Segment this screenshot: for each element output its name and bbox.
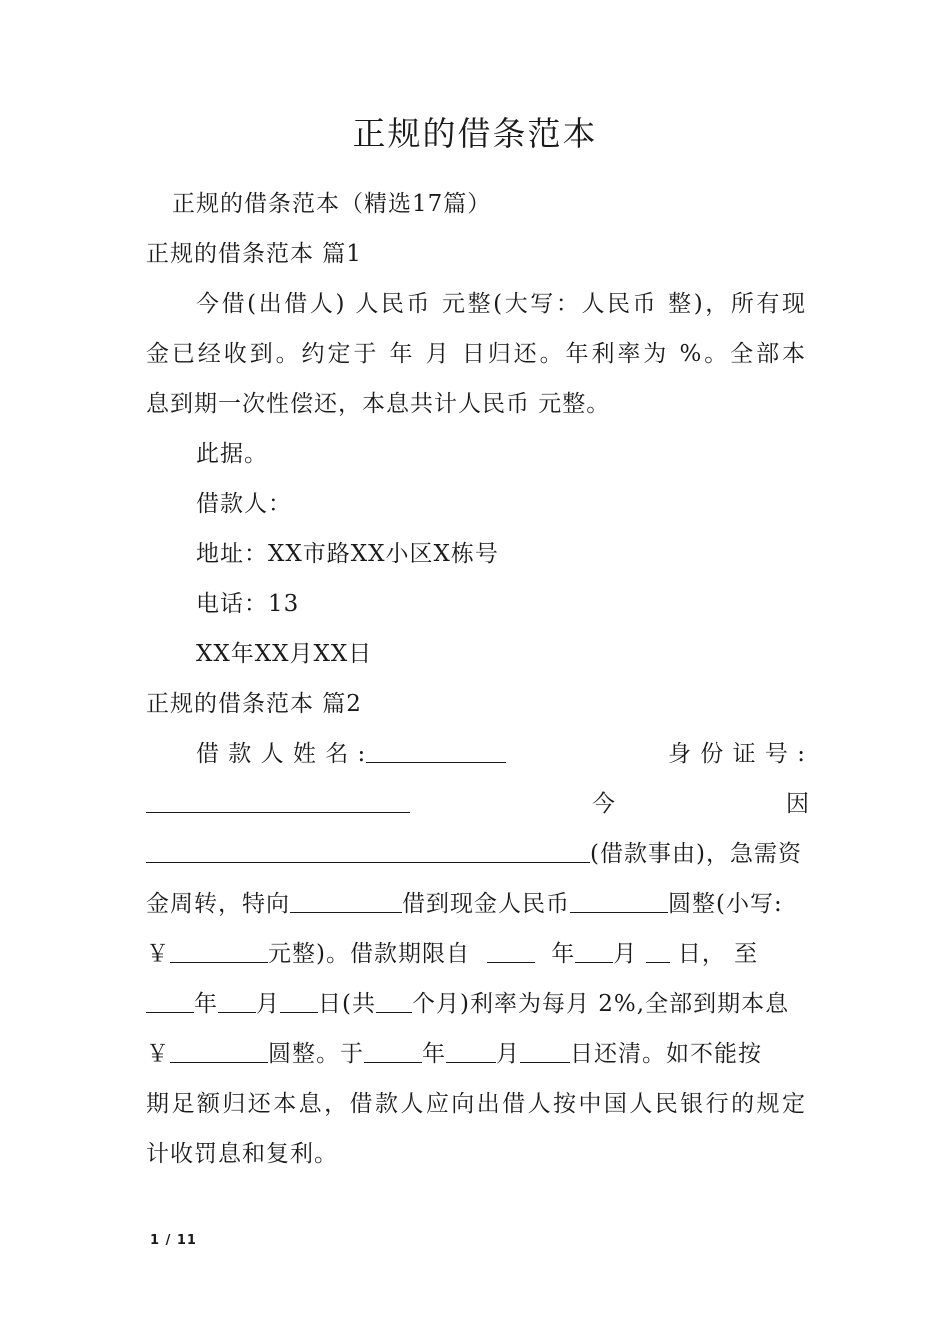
form-text: 元整)。借款期限自 [268, 941, 470, 967]
form-line [146, 987, 806, 1021]
phone-line: 电话：13 [196, 591, 300, 617]
form-text: ￥ [146, 941, 170, 967]
form-line [146, 887, 806, 921]
fill-blank [146, 990, 194, 1013]
fill-blank [170, 940, 268, 963]
page-indicator: 1 / 11 [150, 1233, 197, 1248]
form-text: 月 [496, 1041, 520, 1067]
form-text: 年 [551, 941, 576, 967]
form-text: 月 [613, 941, 638, 967]
fill-blank [646, 940, 670, 963]
paragraph-line: 期足额归还本息，借款人应向出借人按中国人民银行的规定 [146, 1091, 806, 1117]
form-text: 月 [256, 991, 280, 1017]
form-line [146, 1037, 806, 1071]
form-text: 因 [786, 791, 810, 817]
form-line [196, 737, 806, 771]
fill-blank [520, 1040, 570, 1063]
section-heading-2: 正规的借条范本 篇2 [146, 691, 362, 717]
form-text: 年 [422, 1041, 446, 1067]
paragraph-line: 计收罚息和复利。 [146, 1141, 338, 1167]
form-text: (借款事由)，急需资 [590, 841, 802, 867]
fill-blank [170, 1040, 268, 1063]
date-line: XX年XX月XX日 [196, 641, 373, 667]
form-line [146, 837, 806, 871]
closing-text: 此据。 [196, 441, 268, 467]
form-text: 借到现金人民币 [402, 891, 570, 917]
fill-blank [376, 990, 412, 1013]
form-line [146, 787, 810, 821]
section-heading-1: 正规的借条范本 篇1 [146, 241, 362, 267]
label-borrower-name: 借 款 人 姓 名 : [196, 741, 367, 767]
borrower-label: 借款人： [196, 491, 292, 517]
paragraph-line: 金已经收到。约定于 年 月 日归还。年利率为 %。全部本 [146, 341, 806, 367]
form-text: 年 [194, 991, 218, 1017]
fill-blank [146, 840, 590, 863]
fill-blank [446, 1040, 496, 1063]
document-subtitle: 正规的借条范本（精选17篇） [172, 191, 492, 217]
fill-blank [280, 990, 318, 1013]
form-text: ￥ [146, 1041, 170, 1067]
form-text: 圆整(小写: [668, 891, 783, 917]
fill-blank [570, 890, 668, 913]
form-text: 金周转，特向 [146, 891, 290, 917]
form-text: 日(共 [318, 991, 376, 1017]
fill-blank [290, 890, 402, 913]
form-text: 日还清。如不能按 [570, 1041, 762, 1067]
label-id-number: 身 份 证 号 : [668, 741, 806, 767]
paragraph-line: 今借(出借人) 人民币 元整(大写：人民币 整)，所有现 [196, 291, 806, 317]
form-text: 圆整。于 [268, 1041, 364, 1067]
fill-blank [364, 1040, 422, 1063]
paragraph-line: 息到期一次性偿还，本息共计人民币 元整。 [146, 391, 611, 417]
fill-blank [146, 790, 410, 813]
fill-blank [366, 740, 506, 763]
form-text: 日， 至 [677, 941, 759, 967]
form-text: 个月)利率为每月 2%,全部到期本息 [411, 991, 790, 1017]
fill-blank [218, 990, 256, 1013]
fill-blank [575, 940, 613, 963]
fill-blank [487, 940, 535, 963]
address-line: 地址：XX市路XX小区X栋号 [196, 541, 499, 567]
form-line [146, 937, 806, 971]
document-title: 正规的借条范本 [352, 114, 598, 153]
form-text: 今 [592, 791, 616, 817]
